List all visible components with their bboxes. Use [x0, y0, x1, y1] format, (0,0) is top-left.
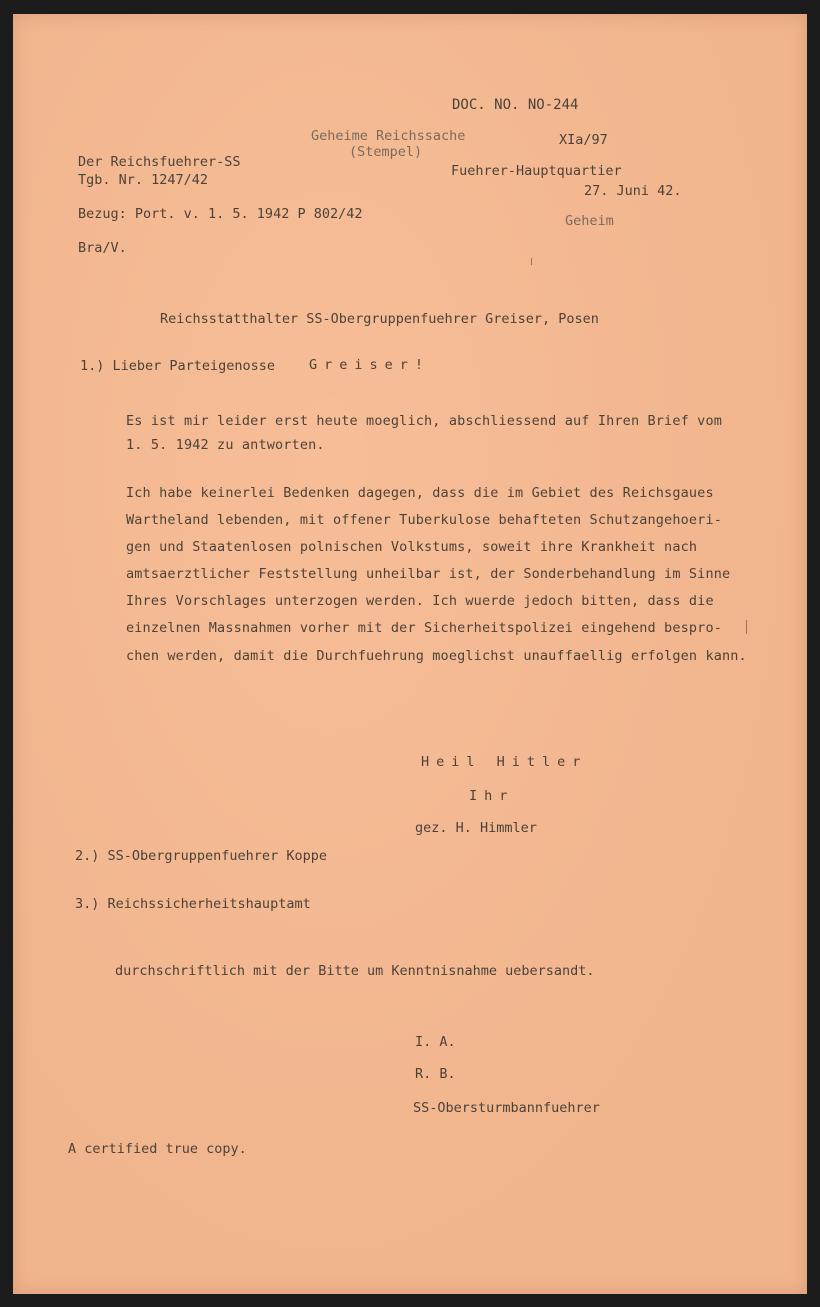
paragraph2-line: chen werden, damit die Durchfuehrung moeglichst unauffaellig erfolgen kann. — [126, 648, 747, 664]
diary-number: Tgb. Nr. 1247/42 — [78, 172, 209, 188]
signer-rank: SS-Obersturmbannfuehrer — [413, 1100, 600, 1116]
paragraph1-line: Es ist mir leider erst heute moeglich, abschliessend auf Ihren Brief vom — [126, 413, 722, 429]
stray-mark — [531, 258, 532, 265]
closing-ihr: Ihr — [469, 788, 515, 804]
sender-title: Der Reichsfuehrer-SS — [78, 154, 241, 170]
paragraph1-line: 1. 5. 1942 zu antworten. — [126, 437, 325, 453]
secret-stamp: Geheime Reichssache — [311, 128, 466, 144]
stray-mark — [746, 620, 747, 634]
stamp-note: (Stempel) — [349, 144, 423, 160]
paragraph2-line: amtsaerztlicher Feststellung unheilbar ist, der Sonderbehandlung im Sinne — [126, 566, 731, 582]
reference-code: XIa/97 — [559, 132, 608, 148]
paragraph2-line: Ich habe keinerlei Bedenken dagegen, dass die im Gebiet des Reichsgaues — [126, 485, 714, 501]
salutation-prefix: 1.) Lieber Parteigenosse — [80, 358, 276, 374]
paragraph2-line: Ihres Vorschlages unterzogen werden. Ich wuerde jedoch bitten, dass die — [126, 593, 714, 609]
signature-line: gez. H. Himmler — [415, 820, 537, 836]
by-order: I. A. — [415, 1034, 456, 1050]
distribution-item-2: 2.) SS-Obergruppenfuehrer Koppe — [75, 848, 327, 864]
distribution-note: durchschriftlich mit der Bitte um Kenntnisnahme uebersandt. — [115, 963, 595, 979]
paragraph2-line: gen und Staatenlosen polnischen Volkstums, soweit ihre Krankheit nach — [126, 539, 698, 555]
location-line: Fuehrer-Hauptquartier — [451, 163, 622, 179]
paragraph2-line: einzelnen Massnahmen vorher mit der Sicherheitspolizei eingehend bespro- — [126, 620, 722, 636]
distribution-item-3: 3.) Reichssicherheitshauptamt — [75, 896, 311, 912]
classification: Geheim — [565, 213, 614, 229]
initials: Bra/V. — [78, 240, 127, 256]
signer-initials: R. B. — [415, 1066, 456, 1082]
addressee-line: Reichsstatthalter SS-Obergruppenfuehrer Greiser, Posen — [160, 311, 599, 327]
salutation-name: Greiser! — [309, 357, 431, 373]
closing-greeting: Heil Hitler — [421, 754, 588, 770]
certification-line: A certified true copy. — [68, 1141, 247, 1157]
paragraph2-line: Wartheland lebenden, mit offener Tuberkulose behafteten Schutzangehoeri- — [126, 512, 722, 528]
document-number: DOC. NO. NO-244 — [452, 97, 579, 113]
date-line: 27. Juni 42. — [584, 183, 682, 199]
reference-line: Bezug: Port. v. 1. 5. 1942 P 802/42 — [78, 206, 363, 222]
document-page — [13, 14, 807, 1294]
